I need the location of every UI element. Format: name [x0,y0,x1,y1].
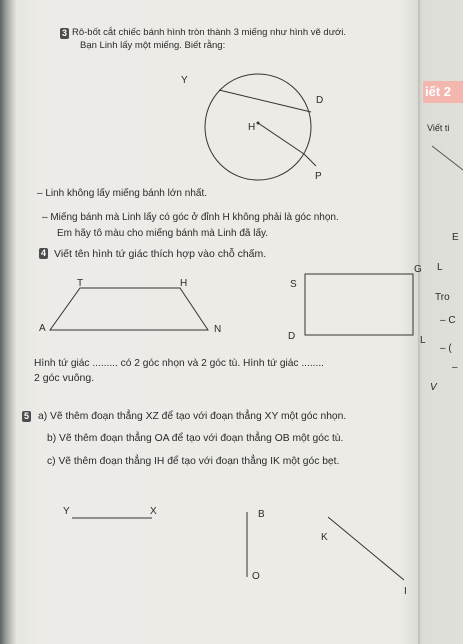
problem-4-fill-line1: Hình tứ giác ......... có 2 góc nhọn và 2 góc tù. Hình tứ giác ........ [34,358,324,369]
right-page-dash: – [452,362,458,373]
problem-5-part-c: c) Vẽ thêm đoạn thẳng IH để tạo với đoạn thẳng IK một góc bẹt. [47,456,340,467]
label-a: A [39,323,46,334]
cake-circle [205,74,311,180]
right-page-v: V [430,382,437,393]
cake-cut-line-2 [258,123,304,154]
problem-4-fill-line2: 2 góc vuông. [34,372,95,384]
problem-4-title: Viết tên hình tứ giác thích hợp vào chỗ chấm. [54,248,267,260]
problem-3-condition-2: – Miếng bánh mà Linh lấy có góc ở đỉnh H không phải là góc nhọn. [42,212,339,223]
label-g: G [414,264,422,275]
label-trap-h: H [180,278,188,289]
label-o: O [252,571,260,582]
problem-4-number: 4 [41,248,47,258]
point-h [257,122,260,125]
right-page-dash-paren: – ( [440,343,452,354]
label-t: T [77,278,84,289]
label-rect-d: D [288,331,296,342]
label-k: K [321,532,328,543]
problem-3-intro-line1: Rô-bốt cắt chiếc bánh hình tròn thành 3 miếng như hình vẽ dưới. [72,27,347,38]
right-page-banner: iết 2 [423,81,463,103]
label-b: B [258,509,265,520]
problem-5-number: 5 [24,411,30,421]
label-n: N [214,324,222,335]
label-h: H [248,122,256,133]
label-y: Y [181,75,188,86]
label-s: S [290,279,297,290]
label-l: L [420,335,426,346]
right-page-tro: Tro [435,292,450,303]
problem-3-task: Em hãy tô màu cho miếng bánh mà Linh đã lấy. [57,228,269,239]
right-page-line [432,146,463,170]
right-page-l: L [437,262,443,273]
trapezoid-tahn [50,288,208,330]
right-page-e: E [452,232,459,243]
problem-3-number: 3 [62,28,68,38]
label-i: I [404,586,407,597]
cake-cut-extension [304,154,316,166]
label-p: P [315,171,322,182]
problem-3-condition-1: – Linh không lấy miếng bánh lớn nhất. [37,188,208,199]
problem-5-part-b: b) Vẽ thêm đoạn thẳng OA để tạo với đoạn thẳng OB một góc tù. [47,433,344,444]
segment-ik [328,517,404,580]
cake-cut-line [219,90,311,112]
label-x: X [150,506,157,517]
label-y5: Y [63,506,70,517]
problem-5-part-a: a) Vẽ thêm đoạn thẳng XZ để tạo với đoạn thẳng XY một góc nhọn. [38,411,347,422]
rectangle-sgld [305,274,413,335]
right-page-viet: Viết ti [427,123,450,133]
problem-3-intro-line2: Bạn Linh lấy một miếng. Biết rằng: [80,40,226,51]
label-d: D [316,95,324,106]
right-page-dash-c: – C [440,315,456,326]
